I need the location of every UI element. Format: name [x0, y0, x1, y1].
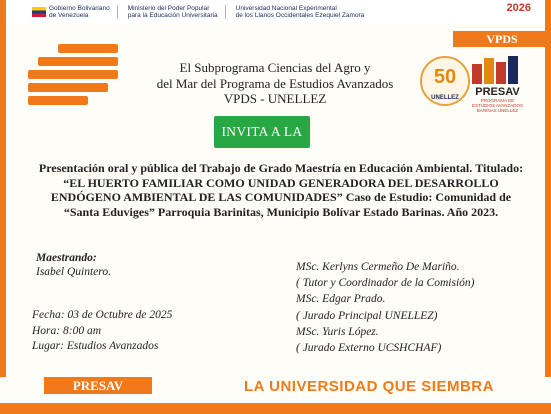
jury-line: MSc. Edgar Prado.: [296, 293, 386, 306]
presav-logo: [470, 86, 525, 113]
intro-case: Caso de Estudio: Comunidad de “Santa Eduviges” Parroquia Barinitas, Municipio Bolívar Estado Barinas. Año 2023.: [63, 190, 512, 219]
jury-line: MSc. Yuris López.: [296, 325, 379, 338]
fifty-text: 50: [433, 66, 457, 88]
jury-line: ( Tutor y Coordinador de la Comisión): [296, 277, 475, 290]
invitation-text: [36, 161, 526, 219]
jury-line: ( Jurado Principal UNELLEZ): [296, 309, 438, 322]
intro-title: Titulado: “EL HUERTO FAMILIAR COMO UNIDAD GENERADORA DEL DESARROLLO ENDÓGENO AMBIENTAL DE LAS COMUNIDADES”: [50, 161, 524, 205]
organizer-heading: [140, 60, 410, 107]
gov-top-text: Gobierno Bolivariano: [49, 5, 110, 12]
presav-footer-tag: PRESAV: [44, 377, 152, 394]
univ-bottom-text: de los Llanos Occidentales Ezequiel Zamora: [235, 12, 365, 19]
badges-group: [420, 52, 525, 118]
unellez-logo-icon: [28, 44, 118, 112]
bottom-accent-bar: [0, 403, 551, 414]
student-block: [36, 251, 276, 280]
year-logo: 2026: [506, 2, 531, 14]
intro-line-1: Presentación oral y pública del Trabajo de Grado Maestría en Educación Ambiental.: [38, 161, 473, 175]
invite-button[interactable]: INVITA A LA: [214, 116, 310, 148]
gov-bottom-text: de Venezuela: [49, 12, 89, 19]
heading-line-1: El Subprograma Ciencias del Agro y: [179, 60, 371, 75]
jury-list: [296, 259, 536, 356]
jury-line: MSc. Kerlyns Cermeño De Mariño.: [296, 261, 460, 273]
student-label: Maestrando:: [36, 252, 97, 264]
ministry-top-text: Ministerio del Poder Popular: [127, 5, 210, 12]
slogan: LA UNIVERSIDAD QUE SIEMBRA: [244, 378, 494, 395]
fifty-caption: UNELLEZ: [431, 95, 459, 101]
anniversary-50-logo: [420, 56, 470, 106]
vpds-tag: VPDS: [453, 31, 551, 47]
presav-logo-sub: PROGRAMA DE ESTUDIOS AVANZADOS BARINAS UNELLEZ: [471, 98, 524, 113]
books-icon: [472, 54, 524, 84]
heading-line-3: VPDS - UNELLEZ: [223, 91, 327, 106]
jury-line: ( Jurado Externo UCSHCHAF): [296, 342, 442, 355]
ministry-bottom-text: para la Educación Universitaria: [127, 12, 218, 19]
event-time: Hora: 8:00 am: [32, 324, 101, 337]
event-date: Fecha: 03 de Octubre de 2025: [32, 309, 173, 321]
event-place: Lugar: Estudios Avanzados: [32, 340, 159, 352]
event-details: [32, 308, 272, 355]
heading-line-2: del Mar del Programa de Estudios Avanzados: [156, 75, 394, 91]
univ-top-text: Universidad Nacional Experimental: [235, 5, 337, 12]
presav-logo-title: PRESAV: [475, 86, 520, 98]
student-name: Isabel Quintero.: [36, 266, 111, 279]
